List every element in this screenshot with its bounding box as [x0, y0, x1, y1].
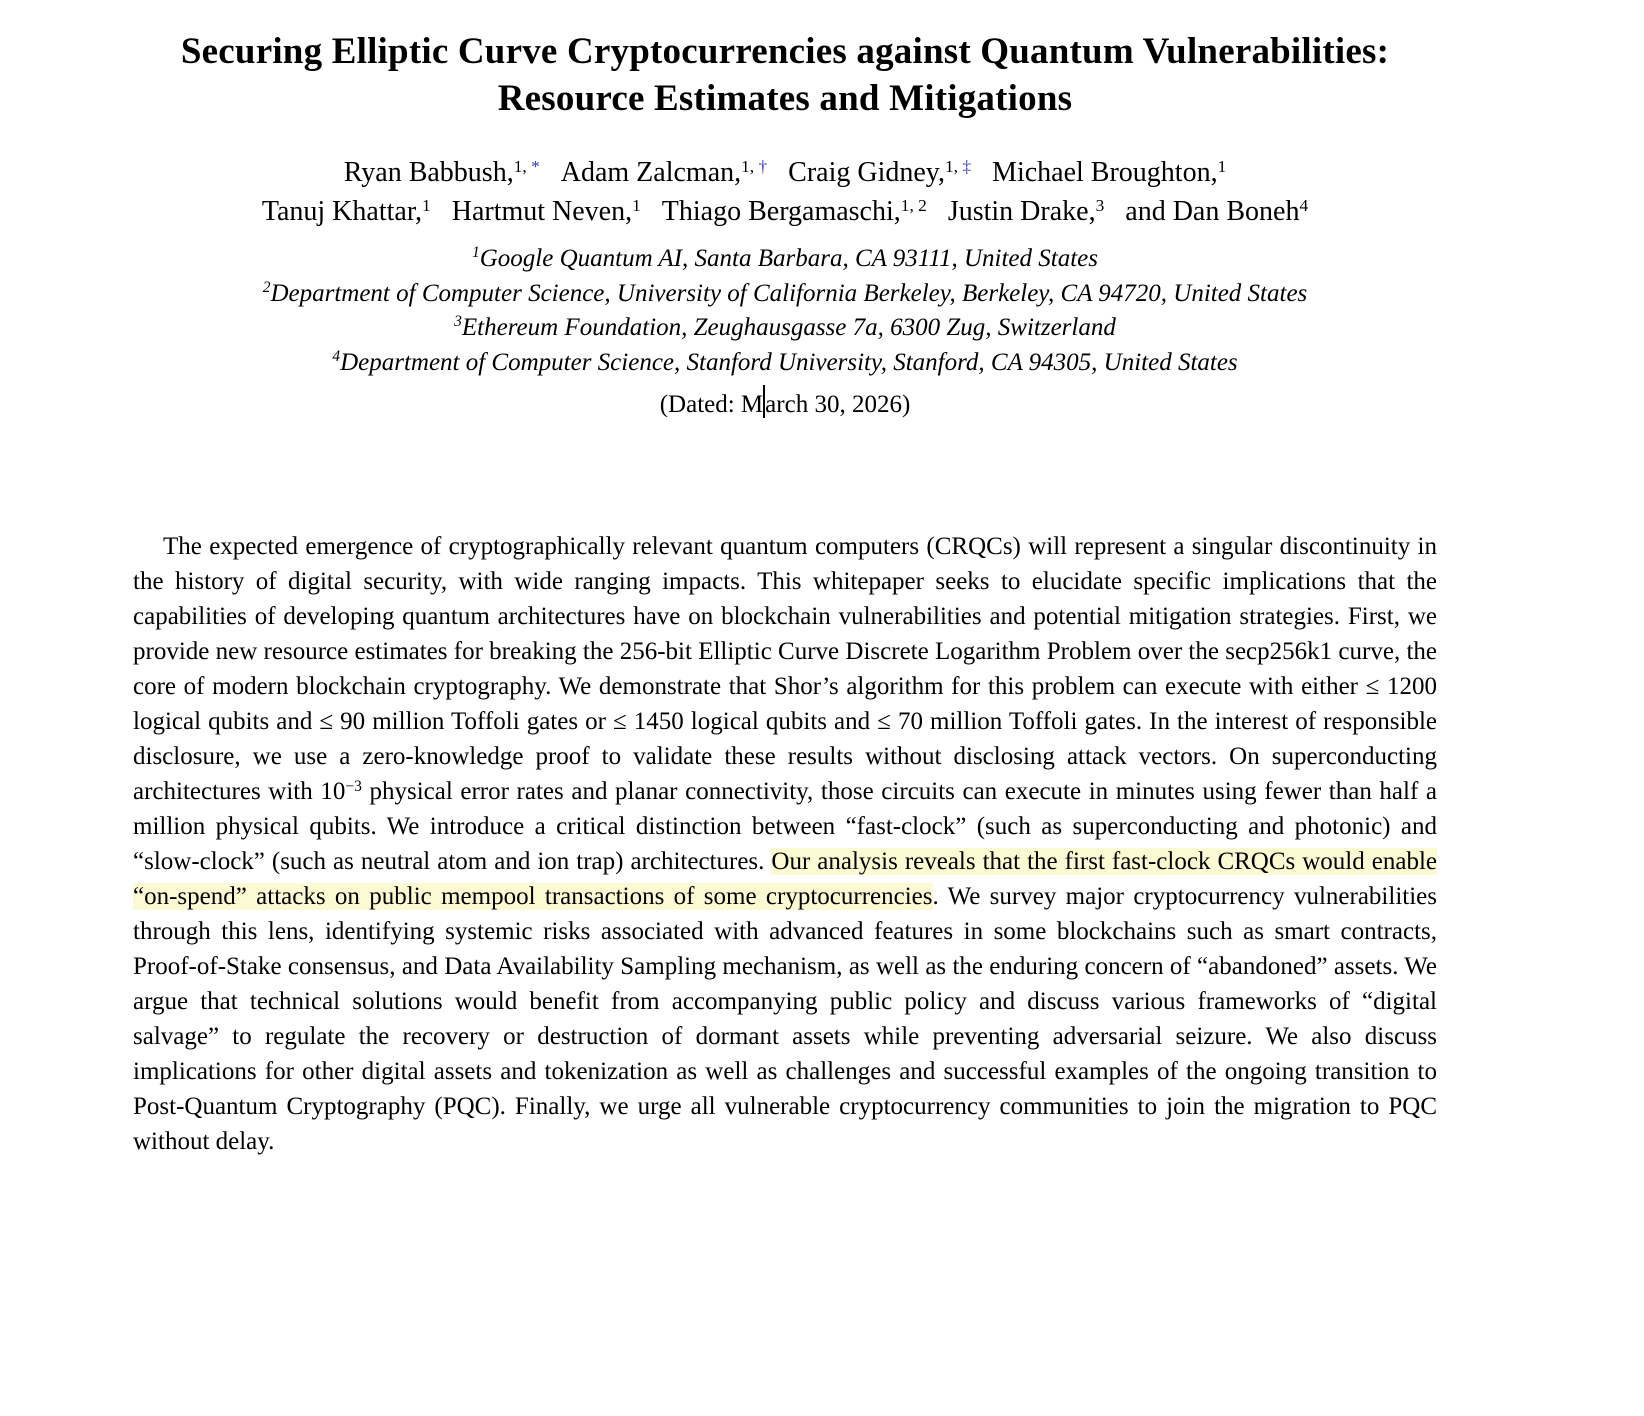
author-row-2: [0, 192, 1570, 232]
author: [1125, 196, 1308, 227]
author-superscript: 1, *: [513, 156, 540, 176]
paper-title-line-2: Resource Estimates and Mitigations: [497, 78, 1073, 120]
affiliation-text: Google Quantum AI, Santa Barbara, CA 93111, United States: [479, 245, 1098, 273]
author-superscript: 1: [422, 196, 431, 216]
affiliation-list: [0, 242, 1570, 423]
highlighted-text: Our analysis reveals that the first fast-clock CRQCs would enable “on-spend” attacks on public mempool transactions of some cryptocurrencies: [133, 847, 1437, 910]
author: [561, 157, 767, 188]
affiliation-line: [0, 346, 1570, 381]
author-name: Tanuj Khattar,: [261, 196, 423, 228]
affiliation-line: [0, 311, 1570, 346]
affiliation-text: Ethereum Foundation, Zeughausgasse 7a, 6300 Zug, Switzerland: [461, 314, 1116, 342]
affiliation-text: Department of Computer Science, Stanford University, Stanford, CA 94305, United States: [340, 348, 1238, 376]
affiliation-superscript: 1: [471, 244, 480, 262]
author-superscript: 1: [1217, 156, 1227, 176]
paper-page: [0, 28, 1570, 1159]
affiliation-line: [0, 277, 1570, 312]
author-row-1: [0, 153, 1570, 193]
abstract-text-segment: . We survey major cryptocurrency vulnerabilities through this lens, identifying systemic risks associated with advanced features in some blockchains such as smart contracts, Proof-of-Stake consensus, and Data Availability Sampling mechanism, as well as the enduring concern of “abandoned” assets. We argue that technical solutions would benefit from accompanying public policy and discuss various frameworks of “digital salvage” to regulate the recovery or destruction of dormant assets while preventing adversarial seizure. We also discuss implications for other digital assets and tokenization as well as challenges and successful examples of the ongoing transition to Post-Quantum Cryptography (PQC). Finally, we urge all vulnerable cryptocurrency communities to join the migration to PQC without delay.: [133, 882, 1437, 1155]
author: [344, 157, 540, 188]
author-name: Justin Drake,: [947, 196, 1096, 228]
affiliation-line: [0, 242, 1570, 277]
abstract-text-segment: The expected emergence of cryptographically relevant quantum computers (CRQCs) will represent a singular discontinuity in the history of digital security, with wide ranging impacts. This whitepaper seeks to elucidate specific implications that the capabilities of developing quantum architectures have on blockchain vulnerabilities and potential mitigation strategies. First, we provide new resource estimates for breaking the 256-bit Elliptic Curve Discrete Logarithm Problem over the secp256k1 curve, the core of modern blockchain cryptography. We demonstrate that Shor’s algorithm for this problem can execute with either ≤ 1200 logical qubits and ≤ 90 million Toffoli gates or ≤ 1450 logical qubits and ≤ 70 million Toffoli gates. In the interest of responsible disclosure, we use a zero-knowledge proof to validate these results without disclosing attack vectors. On superconducting architectures with 10: [133, 532, 1437, 805]
affiliation-superscript: 4: [332, 347, 341, 365]
affiliation-superscript: 3: [454, 313, 462, 331]
author-name: Thiago Bergamaschi,: [661, 196, 901, 228]
author-superscript: 1, †: [741, 156, 768, 176]
author-superscript: 1: [632, 196, 641, 216]
author: [948, 196, 1104, 227]
exponent-superscript: −3: [345, 777, 362, 795]
author-name: and Dan Boneh: [1125, 196, 1300, 228]
author-name: Adam Zalcman,: [560, 156, 742, 188]
author-superscript: 1, 2: [900, 196, 927, 216]
author-name: Hartmut Neven,: [451, 196, 633, 228]
author-superscript: 3: [1095, 196, 1105, 216]
author-name: Michael Broughton,: [992, 156, 1218, 188]
author-superscript: 4: [1299, 196, 1309, 216]
abstract-text-segment: physical error rates and planar connectivity, those circuits can execute in minutes using fewer than half a million physical qubits. We introduce a critical distinction between “fast-clock” (such as superconducting and photonic) and “slow-clock” (such as neutral atom and ion trap) architectures.: [133, 777, 1437, 875]
author-list: [0, 153, 1570, 233]
author: [262, 196, 431, 227]
author-footnote-link[interactable]: †: [758, 156, 768, 176]
author: [662, 196, 927, 227]
author: [452, 196, 641, 227]
dated-line: (Dated: March 30, 2026): [0, 385, 1570, 423]
author: [788, 157, 971, 188]
author-footnote-link[interactable]: *: [531, 156, 540, 176]
paper-title-line-1: Securing Elliptic Curve Cryptocurrencies against Quantum Vulnerabilities:: [180, 31, 1390, 72]
abstract: [133, 529, 1437, 1159]
author-superscript: 1, ‡: [945, 156, 972, 176]
author-footnote-link[interactable]: ‡: [962, 156, 972, 176]
paper-title: [0, 28, 1570, 123]
affiliation-superscript: 2: [262, 278, 271, 296]
author-name: Craig Gidney,: [788, 156, 945, 188]
affiliation-text: Department of Computer Science, University of California Berkeley, Berkeley, CA 94720, United States: [270, 279, 1308, 307]
author: [992, 157, 1226, 188]
author-name: Ryan Babbush,: [343, 156, 514, 188]
